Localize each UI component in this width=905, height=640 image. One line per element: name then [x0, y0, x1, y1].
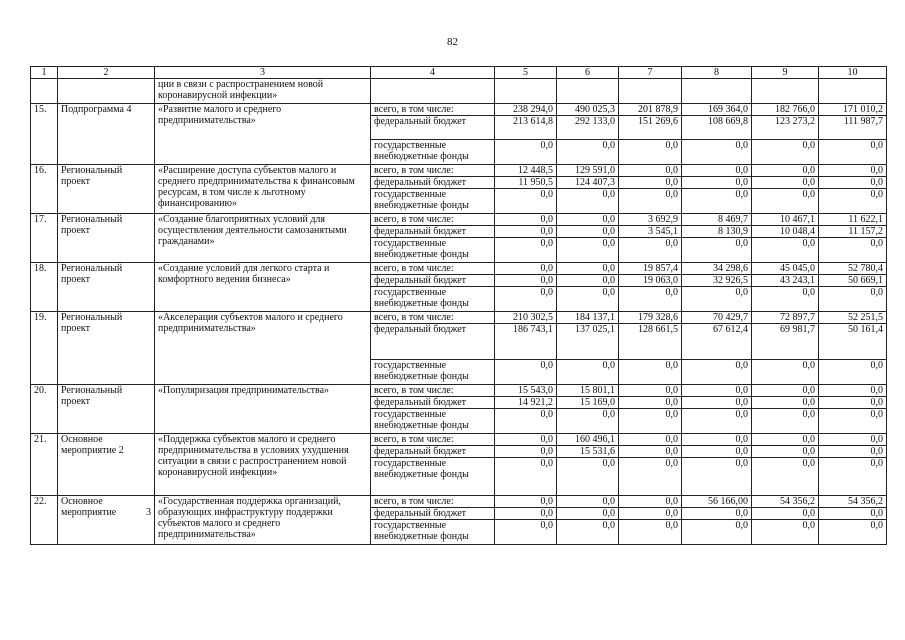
- amount-cell: 0,0: [819, 238, 887, 263]
- row-number: 17.: [31, 214, 58, 263]
- amount-cell: 0,0: [752, 520, 819, 545]
- amount-cell: 0,0: [682, 189, 752, 214]
- amount-cell: 0,0: [819, 177, 887, 189]
- program-description: «Создание условий для легкого старта и комфортного ведения бизнеса»: [155, 263, 371, 312]
- program-name: Региональный проект: [58, 263, 155, 312]
- amount-cell: 171 010,2: [819, 104, 887, 116]
- funding-source: федеральный бюджет: [371, 397, 495, 409]
- amount-cell: 0,0: [495, 189, 557, 214]
- amount-cell: 11 157,2: [819, 226, 887, 238]
- amount-cell: 34 298,6: [682, 263, 752, 275]
- amount-cell: 0,0: [819, 508, 887, 520]
- funding-source: всего, в том числе:: [371, 312, 495, 324]
- funding-source: всего, в том числе:: [371, 214, 495, 226]
- table-body: [31, 79, 887, 545]
- amount-cell: 0,0: [682, 140, 752, 165]
- amount-cell: 213 614,8: [495, 116, 557, 140]
- funding-source: всего, в том числе:: [371, 263, 495, 275]
- amount-cell: 0,0: [619, 165, 682, 177]
- continuation-text: ции в связи с распространением новой коронавирусной инфекции»: [155, 79, 371, 104]
- table-row: [31, 434, 887, 446]
- amount-cell: 0,0: [682, 287, 752, 312]
- amount-cell: 0,0: [682, 434, 752, 446]
- amount-cell: 0,0: [752, 189, 819, 214]
- amount-cell: 0,0: [752, 238, 819, 263]
- amount-cell: 19 857,4: [619, 263, 682, 275]
- amount-cell: 0,0: [557, 409, 619, 434]
- amount-cell: 0,0: [752, 177, 819, 189]
- program-description: «Создание благоприятных условий для осуществления деятельности самозанятыми гражданами»: [155, 214, 371, 263]
- column-header: 8: [682, 67, 752, 79]
- amount-cell: 0,0: [619, 409, 682, 434]
- amount-cell: 0,0: [557, 140, 619, 165]
- amount-cell: 3 692,9: [619, 214, 682, 226]
- table-row: [31, 312, 887, 324]
- table-row: [31, 165, 887, 177]
- header-row: [31, 67, 887, 79]
- column-header: 6: [557, 67, 619, 79]
- amount-cell: 179 328,6: [619, 312, 682, 324]
- amount-cell: 50 161,4: [819, 324, 887, 360]
- amount-cell: 0,0: [682, 238, 752, 263]
- amount-cell: 32 926,5: [682, 275, 752, 287]
- amount-cell: 169 364,0: [682, 104, 752, 116]
- funding-source: государственные внебюджетные фонды: [371, 238, 495, 263]
- amount-cell: 0,0: [682, 360, 752, 385]
- amount-cell: 70 429,7: [682, 312, 752, 324]
- table-header: [31, 67, 887, 79]
- amount-cell: 0,0: [557, 520, 619, 545]
- amount-cell: 0,0: [682, 508, 752, 520]
- amount-cell: 0,0: [495, 446, 557, 458]
- funding-source: федеральный бюджет: [371, 446, 495, 458]
- funding-source: государственные внебюджетные фонды: [371, 360, 495, 385]
- row-number: 18.: [31, 263, 58, 312]
- amount-cell: 52 251,5: [819, 312, 887, 324]
- amount-cell: 0,0: [557, 287, 619, 312]
- amount-cell: 111 987,7: [819, 116, 887, 140]
- amount-cell: 8 130,9: [682, 226, 752, 238]
- funding-source: государственные внебюджетные фонды: [371, 140, 495, 165]
- table-row: [31, 385, 887, 397]
- amount-cell: 0,0: [619, 238, 682, 263]
- amount-cell: 0,0: [619, 140, 682, 165]
- program-description: «Поддержка субъектов малого и среднего предпринимательства в условиях ухудшения ситуации в связи с распространением новой коронавирусной инфекции»: [155, 434, 371, 496]
- amount-cell: 8 469,7: [682, 214, 752, 226]
- amount-cell: 0,0: [495, 360, 557, 385]
- amount-cell: 0,0: [819, 287, 887, 312]
- amount-cell: 67 612,4: [682, 324, 752, 360]
- amount-cell: 0,0: [557, 275, 619, 287]
- funding-source: всего, в том числе:: [371, 385, 495, 397]
- funding-source: государственные внебюджетные фонды: [371, 189, 495, 214]
- amount-cell: 123 273,2: [752, 116, 819, 140]
- amount-cell: 0,0: [495, 508, 557, 520]
- amount-cell: 0,0: [619, 458, 682, 496]
- amount-cell: 50 669,1: [819, 275, 887, 287]
- funding-source: государственные внебюджетные фонды: [371, 458, 495, 496]
- amount-cell: 0,0: [619, 446, 682, 458]
- amount-cell: 15 801,1: [557, 385, 619, 397]
- amount-cell: 0,0: [752, 434, 819, 446]
- amount-cell: 0,0: [557, 458, 619, 496]
- column-header: 9: [752, 67, 819, 79]
- funding-source: федеральный бюджет: [371, 177, 495, 189]
- amount-cell: 128 661,5: [619, 324, 682, 360]
- amount-cell: 108 669,8: [682, 116, 752, 140]
- amount-cell: 0,0: [819, 165, 887, 177]
- funding-source: государственные внебюджетные фонды: [371, 287, 495, 312]
- amount-cell: 10 467,1: [752, 214, 819, 226]
- column-header: 7: [619, 67, 682, 79]
- amount-cell: 0,0: [557, 360, 619, 385]
- amount-cell: 10 048,4: [752, 226, 819, 238]
- amount-cell: 19 063,0: [619, 275, 682, 287]
- amount-cell: 14 921,2: [495, 397, 557, 409]
- program-description: «Расширение доступа субъектов малого и среднего предпринимательства к финансовым ресурсам, в том числе к льготному финансированию»: [155, 165, 371, 214]
- table-row: [31, 214, 887, 226]
- program-description: «Развитие малого и среднего предпринимательства»: [155, 104, 371, 165]
- amount-cell: 56 166,00: [682, 496, 752, 508]
- amount-cell: 11 950,5: [495, 177, 557, 189]
- column-header: 4: [371, 67, 495, 79]
- program-description: «Акселерация субъектов малого и среднего предпринимательства»: [155, 312, 371, 385]
- funding-source: всего, в том числе:: [371, 434, 495, 446]
- amount-cell: 0,0: [495, 238, 557, 263]
- row-number: 20.: [31, 385, 58, 434]
- amount-cell: 0,0: [495, 520, 557, 545]
- program-description: «Государственная поддержка организаций, образующих инфраструктуру поддержки субъектов малого и среднего предпринимательства»: [155, 496, 371, 545]
- amount-cell: 0,0: [557, 189, 619, 214]
- amount-cell: 0,0: [682, 177, 752, 189]
- amount-cell: 0,0: [752, 287, 819, 312]
- program-description: «Популяризация предпринимательства»: [155, 385, 371, 434]
- row-number: 15.: [31, 104, 58, 165]
- page-number: 82: [447, 36, 458, 48]
- amount-cell: 0,0: [752, 508, 819, 520]
- amount-cell: 0,0: [619, 496, 682, 508]
- amount-cell: 0,0: [819, 189, 887, 214]
- amount-cell: 0,0: [682, 409, 752, 434]
- amount-cell: 0,0: [619, 360, 682, 385]
- amount-cell: 238 294,0: [495, 104, 557, 116]
- column-header: 5: [495, 67, 557, 79]
- amount-cell: 0,0: [752, 458, 819, 496]
- amount-cell: 0,0: [682, 458, 752, 496]
- amount-cell: 0,0: [819, 446, 887, 458]
- program-name: Основное мероприятие 3: [58, 496, 155, 545]
- column-header: 10: [819, 67, 887, 79]
- amount-cell: 0,0: [752, 360, 819, 385]
- table-row: [31, 496, 887, 508]
- funding-source: федеральный бюджет: [371, 275, 495, 287]
- amount-cell: 45 045,0: [752, 263, 819, 275]
- amount-cell: 0,0: [752, 385, 819, 397]
- amount-cell: 0,0: [752, 446, 819, 458]
- amount-cell: 0,0: [819, 520, 887, 545]
- amount-cell: 52 780,4: [819, 263, 887, 275]
- amount-cell: 69 981,7: [752, 324, 819, 360]
- amount-cell: 3 545,1: [619, 226, 682, 238]
- continuation-row: [31, 79, 887, 104]
- amount-cell: 0,0: [495, 214, 557, 226]
- amount-cell: 0,0: [495, 458, 557, 496]
- amount-cell: 0,0: [557, 238, 619, 263]
- amount-cell: 0,0: [619, 434, 682, 446]
- amount-cell: 151 269,6: [619, 116, 682, 140]
- amount-cell: 210 302,5: [495, 312, 557, 324]
- amount-cell: 15 531,6: [557, 446, 619, 458]
- amount-cell: 0,0: [752, 140, 819, 165]
- amount-cell: 15 169,0: [557, 397, 619, 409]
- amount-cell: 0,0: [682, 397, 752, 409]
- column-header: 1: [31, 67, 58, 79]
- amount-cell: 184 137,1: [557, 312, 619, 324]
- amount-cell: 15 543,0: [495, 385, 557, 397]
- program-name: Региональный проект: [58, 214, 155, 263]
- amount-cell: 129 591,0: [557, 165, 619, 177]
- program-name: Региональный проект: [58, 312, 155, 385]
- amount-cell: 0,0: [495, 409, 557, 434]
- row-number: 16.: [31, 165, 58, 214]
- amount-cell: 490 025,3: [557, 104, 619, 116]
- amount-cell: 0,0: [495, 140, 557, 165]
- amount-cell: 124 407,3: [557, 177, 619, 189]
- funding-source: государственные внебюджетные фонды: [371, 520, 495, 545]
- amount-cell: 0,0: [819, 409, 887, 434]
- funding-source: федеральный бюджет: [371, 226, 495, 238]
- amount-cell: 0,0: [819, 458, 887, 496]
- row-number: 19.: [31, 312, 58, 385]
- amount-cell: 11 622,1: [819, 214, 887, 226]
- amount-cell: 0,0: [619, 508, 682, 520]
- amount-cell: 0,0: [819, 434, 887, 446]
- amount-cell: 0,0: [557, 226, 619, 238]
- program-name: Региональный проект: [58, 165, 155, 214]
- funding-source: государственные внебюджетные фонды: [371, 409, 495, 434]
- amount-cell: 0,0: [682, 165, 752, 177]
- amount-cell: 0,0: [495, 275, 557, 287]
- funding-source: федеральный бюджет: [371, 508, 495, 520]
- amount-cell: 0,0: [557, 508, 619, 520]
- column-header: 3: [155, 67, 371, 79]
- amount-cell: 0,0: [619, 397, 682, 409]
- funding-source: всего, в том числе:: [371, 165, 495, 177]
- amount-cell: 0,0: [682, 520, 752, 545]
- amount-cell: 0,0: [619, 385, 682, 397]
- amount-cell: 0,0: [682, 385, 752, 397]
- amount-cell: 137 025,1: [557, 324, 619, 360]
- funding-source: всего, в том числе:: [371, 104, 495, 116]
- amount-cell: 0,0: [495, 226, 557, 238]
- amount-cell: 0,0: [819, 140, 887, 165]
- amount-cell: 0,0: [819, 360, 887, 385]
- amount-cell: 0,0: [752, 409, 819, 434]
- amount-cell: 0,0: [682, 446, 752, 458]
- amount-cell: 0,0: [819, 385, 887, 397]
- amount-cell: 0,0: [495, 496, 557, 508]
- amount-cell: 43 243,1: [752, 275, 819, 287]
- amount-cell: 0,0: [495, 287, 557, 312]
- amount-cell: 12 448,5: [495, 165, 557, 177]
- amount-cell: 292 133,0: [557, 116, 619, 140]
- table-row: [31, 104, 887, 116]
- amount-cell: 0,0: [557, 263, 619, 275]
- amount-cell: 201 878,9: [619, 104, 682, 116]
- row-number: 22.: [31, 496, 58, 545]
- amount-cell: 72 897,7: [752, 312, 819, 324]
- amount-cell: 186 743,1: [495, 324, 557, 360]
- amount-cell: 0,0: [619, 177, 682, 189]
- amount-cell: 54 356,2: [819, 496, 887, 508]
- amount-cell: 0,0: [752, 165, 819, 177]
- funding-source: федеральный бюджет: [371, 324, 495, 360]
- table-row: [31, 263, 887, 275]
- amount-cell: 0,0: [619, 287, 682, 312]
- amount-cell: 0,0: [557, 214, 619, 226]
- program-name: Региональный проект: [58, 385, 155, 434]
- amount-cell: 0,0: [619, 520, 682, 545]
- program-name: Подпрограмма 4: [58, 104, 155, 165]
- row-number: 21.: [31, 434, 58, 496]
- funding-source: федеральный бюджет: [371, 116, 495, 140]
- budget-table: [30, 66, 887, 545]
- amount-cell: 0,0: [557, 496, 619, 508]
- amount-cell: 0,0: [752, 397, 819, 409]
- amount-cell: 0,0: [495, 263, 557, 275]
- amount-cell: 0,0: [819, 397, 887, 409]
- column-header: 2: [58, 67, 155, 79]
- amount-cell: 0,0: [619, 189, 682, 214]
- amount-cell: 0,0: [495, 434, 557, 446]
- program-name: Основное мероприятие 2: [58, 434, 155, 496]
- amount-cell: 54 356,2: [752, 496, 819, 508]
- funding-source: всего, в том числе:: [371, 496, 495, 508]
- amount-cell: 182 766,0: [752, 104, 819, 116]
- amount-cell: 160 496,1: [557, 434, 619, 446]
